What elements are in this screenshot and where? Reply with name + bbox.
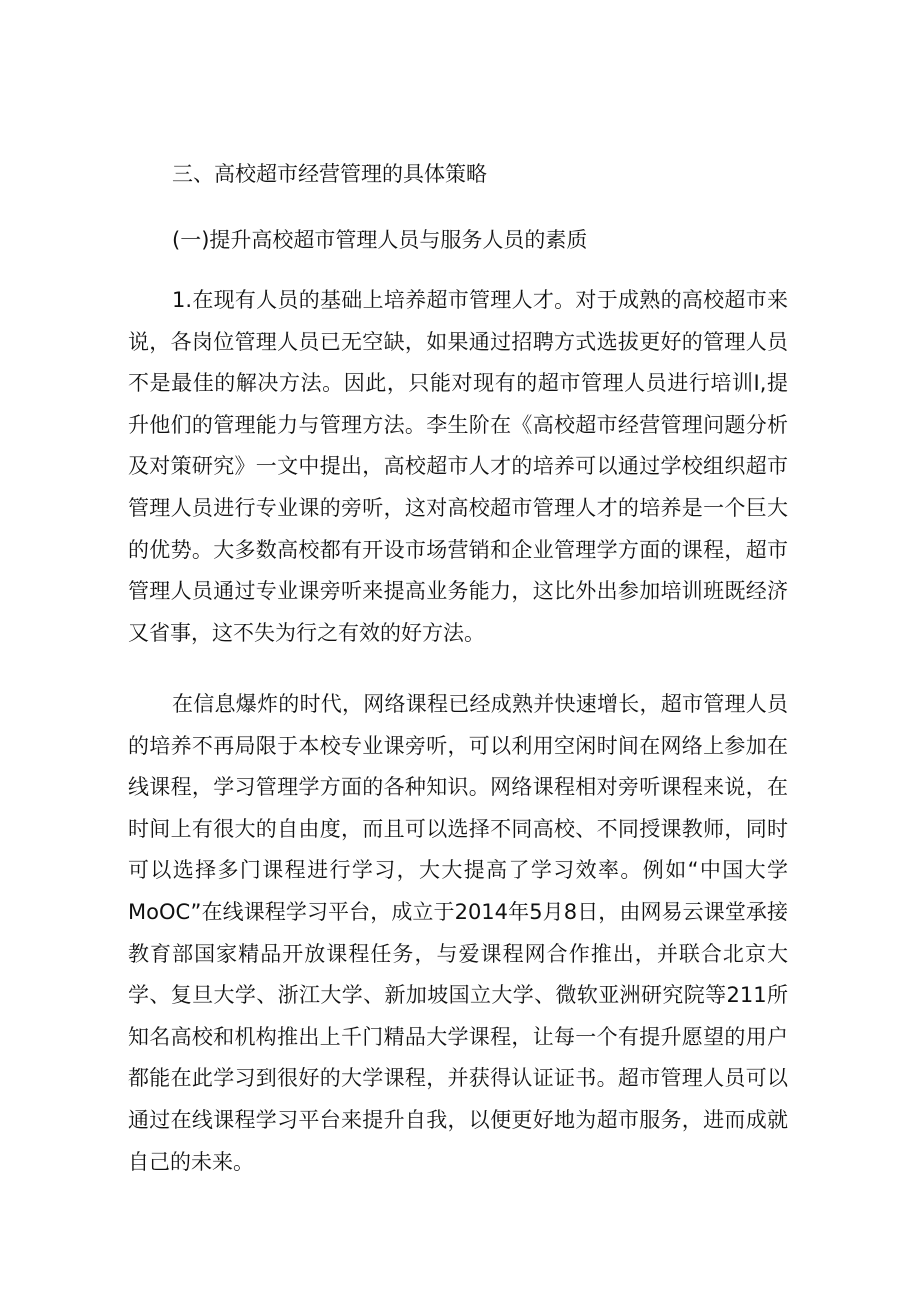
- paragraph-2: 在信息爆炸的时代，网络课程已经成熟并快速增长，超市管理人员的培养不再局限于本校专业课旁听，可以利用空闲时间在网络上参加在线课程，学习管理学方面的各种知识。网络课程相对旁听课程来说，在时间上有很大的自由度，而且可以选择不同高校、不同授课教师，同时可以选择多门课程进行学习，大大提高了学习效率。例如“中国大学MoOC”在线课程学习平台，成立于2014年5月8日，由网易云课堂承接教育部国家精品开放课程任务，与爱课程网合作推出，并联合北京大学、复旦大学、浙江大学、新加坡国立大学、微软亚洲研究院等211所知名高校和机构推出上千门精品大学课程，让每一个有提升愿望的用户都能在此学习到很好的大学课程，并获得认证证书。超市管理人员可以通过在线课程学习平台来提升自我，以便更好地为超市服务，进而成就自己的未来。: [128, 692, 788, 1174]
- section-heading: 三、高校超市经营管理的具体策略: [172, 162, 487, 186]
- subsection-heading: (一)提升高校超市管理人员与服务人员的素质: [172, 228, 588, 252]
- paragraph-1: 1.在现有人员的基础上培养超市管理人才。对于成熟的高校超市来说，各岗位管理人员已无空缺，如果通过招聘方式选拔更好的管理人员不是最佳的解决方法。因此，只能对现有的超市管理人员进行培训I,提升他们的管理能力与管理方法。李生阶在《高校超市经营管理问题分析及对策研究》一文中提出，高校超市人才的培养可以通过学校组织超市管理人员进行专业课的旁听，这对高校超市管理人才的培养是一个巨大的优势。大多数高校都有开设市场营销和企业管理学方面的课程，超市管理人员通过专业课旁听来提高业务能力，这比外出参加培训班既经济又省事，这不失为行之有效的好方法。: [128, 288, 788, 645]
